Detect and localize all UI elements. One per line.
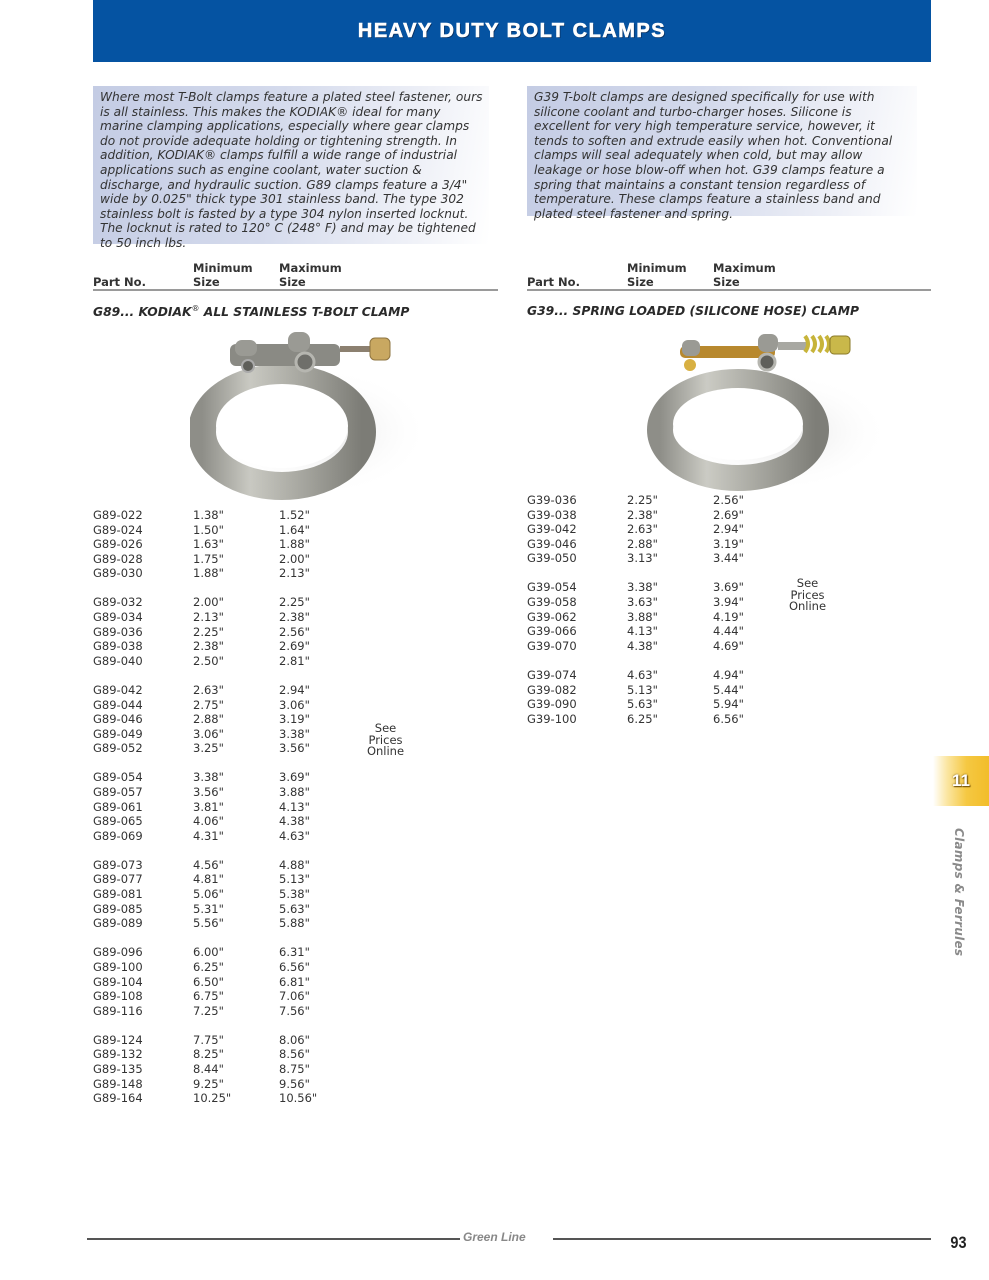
max-size: 3.69" xyxy=(713,580,744,595)
min-size: 5.13" xyxy=(627,682,658,697)
min-size: 10.25" xyxy=(193,1091,232,1106)
min-size: 3.38" xyxy=(193,770,224,785)
table-group xyxy=(93,858,353,931)
part-number: G39-046 xyxy=(527,536,577,551)
max-size: 2.56" xyxy=(279,624,310,639)
table-row xyxy=(93,770,353,785)
min-size: 2.00" xyxy=(193,595,224,610)
min-size: 4.56" xyxy=(193,857,224,872)
max-size: 4.94" xyxy=(713,667,744,682)
max-size: 3.19" xyxy=(279,712,310,727)
table-row xyxy=(93,814,353,829)
part-number: G89-032 xyxy=(93,595,143,610)
part-number: G89-108 xyxy=(93,989,143,1004)
g89-parts-table xyxy=(93,508,353,1120)
part-number: G89-148 xyxy=(93,1076,143,1091)
part-number: G39-070 xyxy=(527,638,577,653)
part-number: G89-040 xyxy=(93,653,143,668)
table-row xyxy=(93,741,353,756)
part-number: G89-100 xyxy=(93,959,143,974)
max-size: 2.69" xyxy=(279,639,310,654)
part-number: G89-052 xyxy=(93,741,143,756)
part-number: G39-058 xyxy=(527,595,577,610)
max-size: 2.94" xyxy=(713,522,744,537)
table-row xyxy=(93,1047,353,1062)
min-size: 3.88" xyxy=(627,609,658,624)
table-row xyxy=(93,800,353,815)
max-size: 2.94" xyxy=(279,682,310,697)
part-number: G89-124 xyxy=(93,1032,143,1047)
table-row xyxy=(93,683,353,698)
max-size: 3.38" xyxy=(279,726,310,741)
table-group xyxy=(93,683,353,756)
table-row xyxy=(93,552,353,567)
part-number: G89-038 xyxy=(93,639,143,654)
part-number: G89-116 xyxy=(93,1003,143,1018)
min-size: 3.38" xyxy=(627,580,658,595)
part-number: G89-049 xyxy=(93,726,143,741)
part-number: G39-090 xyxy=(527,697,577,712)
table-row xyxy=(527,551,787,566)
part-number: G39-074 xyxy=(527,667,577,682)
table-row xyxy=(527,639,787,654)
table-row xyxy=(527,595,787,610)
stainless-t-bolt-clamp-image xyxy=(190,322,430,500)
min-size: 1.88" xyxy=(193,566,224,581)
table-row xyxy=(93,727,353,742)
max-size: 5.13" xyxy=(279,872,310,887)
min-size: 9.25" xyxy=(193,1076,224,1091)
g39-parts-table xyxy=(527,493,787,741)
max-size: 1.52" xyxy=(279,508,310,522)
min-size: 2.13" xyxy=(193,610,224,625)
table-group xyxy=(527,493,787,566)
table-row xyxy=(527,697,787,712)
table-row xyxy=(93,829,353,844)
table-row xyxy=(93,872,353,887)
max-size: 3.94" xyxy=(713,595,744,610)
max-size: 6.31" xyxy=(279,945,310,960)
max-size: 6.56" xyxy=(279,959,310,974)
table-row xyxy=(93,785,353,800)
table-row xyxy=(93,960,353,975)
max-size-header: Maximum Size xyxy=(713,261,776,289)
min-size: 3.13" xyxy=(627,551,658,566)
part-number: G89-077 xyxy=(93,872,143,887)
table-group xyxy=(93,595,353,668)
max-size: 5.44" xyxy=(713,682,744,697)
table-group xyxy=(93,508,353,581)
part-number: G89-036 xyxy=(93,624,143,639)
part-number: G89-096 xyxy=(93,945,143,960)
min-size: 4.63" xyxy=(627,667,658,682)
table-row xyxy=(93,887,353,902)
part-number: G89-028 xyxy=(93,551,143,566)
footer-rule-right xyxy=(553,1238,931,1240)
max-size: 2.00" xyxy=(279,551,310,566)
g39-column-headers xyxy=(527,259,931,291)
table-row xyxy=(527,580,787,595)
g89-section-title: G89... KODIAK® ALL STAINLESS T-BOLT CLAMP xyxy=(93,304,410,320)
min-size: 7.25" xyxy=(193,1003,224,1018)
table-row xyxy=(93,654,353,669)
table-row xyxy=(93,1033,353,1048)
max-size: 5.63" xyxy=(279,901,310,916)
page-number: 93 xyxy=(950,1233,967,1252)
table-row xyxy=(527,522,787,537)
min-size: 4.13" xyxy=(627,624,658,639)
part-no-header: Part No. xyxy=(527,275,580,289)
part-number: G89-085 xyxy=(93,901,143,916)
chapter-tab xyxy=(933,756,989,806)
part-number: G89-042 xyxy=(93,682,143,697)
table-group xyxy=(93,770,353,843)
max-size: 4.19" xyxy=(713,609,744,624)
table-row xyxy=(93,1062,353,1077)
max-size: 5.94" xyxy=(713,697,744,712)
part-number: G39-036 xyxy=(527,493,577,507)
min-size: 2.38" xyxy=(627,507,658,522)
min-size: 4.31" xyxy=(193,828,224,843)
g39-section-title: G39... SPRING LOADED (SILICONE HOSE) CLAMP xyxy=(527,304,859,318)
part-number: G89-046 xyxy=(93,712,143,727)
max-size: 2.69" xyxy=(713,507,744,522)
max-size: 5.88" xyxy=(279,916,310,931)
table-row xyxy=(93,989,353,1004)
max-size: 4.69" xyxy=(713,638,744,653)
table-row xyxy=(527,624,787,639)
min-size: 3.81" xyxy=(193,799,224,814)
table-row xyxy=(527,537,787,552)
table-row xyxy=(93,916,353,931)
part-number: G89-024 xyxy=(93,522,143,537)
max-size: 6.56" xyxy=(713,711,744,726)
g89-see-prices-online: See Prices Online xyxy=(366,721,405,758)
table-row xyxy=(527,683,787,698)
min-size: 2.50" xyxy=(193,653,224,668)
max-size: 10.56" xyxy=(279,1091,318,1106)
part-number: G89-026 xyxy=(93,537,143,552)
max-size: 3.56" xyxy=(279,741,310,756)
min-size: 3.06" xyxy=(193,726,224,741)
spring-loaded-clamp-image xyxy=(640,322,890,500)
part-number: G89-069 xyxy=(93,828,143,843)
max-size: 9.56" xyxy=(279,1076,310,1091)
min-size-header: Minimum Size xyxy=(193,261,253,289)
part-number: G89-022 xyxy=(93,508,143,522)
max-size: 7.56" xyxy=(279,1003,310,1018)
part-number: G89-132 xyxy=(93,1047,143,1062)
min-size: 6.25" xyxy=(627,711,658,726)
table-row xyxy=(93,595,353,610)
g89-column-headers xyxy=(93,259,498,291)
max-size: 4.88" xyxy=(279,857,310,872)
part-number: G39-066 xyxy=(527,624,577,639)
part-number: G89-065 xyxy=(93,814,143,829)
table-group xyxy=(527,668,787,726)
part-number: G89-057 xyxy=(93,785,143,799)
max-size: 4.38" xyxy=(279,814,310,829)
table-row xyxy=(93,858,353,873)
max-size: 8.75" xyxy=(279,1062,310,1076)
max-size: 4.13" xyxy=(279,799,310,814)
table-row xyxy=(93,712,353,727)
part-number: G39-042 xyxy=(527,522,577,537)
part-number: G89-034 xyxy=(93,610,143,625)
max-size: 2.81" xyxy=(279,653,310,668)
min-size: 2.25" xyxy=(627,493,658,507)
table-row xyxy=(93,1077,353,1092)
min-size: 4.81" xyxy=(193,872,224,887)
min-size: 6.00" xyxy=(193,945,224,960)
part-number: G89-054 xyxy=(93,770,143,785)
part-number: G89-089 xyxy=(93,916,143,931)
min-size: 6.75" xyxy=(193,989,224,1004)
max-size: 3.19" xyxy=(713,536,744,551)
min-size-header: Minimum Size xyxy=(627,261,687,289)
min-size: 2.63" xyxy=(627,522,658,537)
min-size: 8.25" xyxy=(193,1047,224,1062)
footer-brand: Green Line xyxy=(463,1230,526,1244)
part-no-header: Part No. xyxy=(93,275,146,289)
table-group xyxy=(527,580,787,653)
min-size: 4.06" xyxy=(193,814,224,829)
min-size: 5.06" xyxy=(193,887,224,902)
table-row xyxy=(527,508,787,523)
min-size: 3.63" xyxy=(627,595,658,610)
part-number: G89-135 xyxy=(93,1062,143,1076)
table-row xyxy=(93,625,353,640)
max-size: 2.25" xyxy=(279,595,310,610)
max-size: 4.63" xyxy=(279,828,310,843)
max-size: 3.88" xyxy=(279,785,310,799)
table-row xyxy=(93,523,353,538)
max-size: 2.13" xyxy=(279,566,310,581)
max-size: 5.38" xyxy=(279,887,310,902)
table-row xyxy=(527,610,787,625)
table-row xyxy=(93,902,353,917)
table-row xyxy=(93,610,353,625)
max-size: 7.06" xyxy=(279,989,310,1004)
min-size: 6.50" xyxy=(193,974,224,989)
max-size: 3.69" xyxy=(279,770,310,785)
part-number: G89-044 xyxy=(93,697,143,712)
table-row xyxy=(527,493,787,508)
max-size: 4.44" xyxy=(713,624,744,639)
table-row xyxy=(93,698,353,713)
max-size: 2.38" xyxy=(279,610,310,625)
max-size: 1.88" xyxy=(279,537,310,552)
min-size: 4.38" xyxy=(627,638,658,653)
min-size: 2.63" xyxy=(193,682,224,697)
table-group xyxy=(93,1033,353,1106)
max-size: 2.56" xyxy=(713,493,744,507)
max-size-header: Maximum Size xyxy=(279,261,342,289)
min-size: 2.75" xyxy=(193,697,224,712)
min-size: 5.63" xyxy=(627,697,658,712)
part-number: G39-038 xyxy=(527,507,577,522)
part-number: G39-100 xyxy=(527,711,577,726)
part-number: G39-062 xyxy=(527,609,577,624)
page-title: HEAVY DUTY BOLT CLAMPS xyxy=(357,19,667,42)
part-number: G39-050 xyxy=(527,551,577,566)
min-size: 1.38" xyxy=(193,508,224,522)
table-row xyxy=(527,712,787,727)
part-number: G89-104 xyxy=(93,974,143,989)
part-number: G89-030 xyxy=(93,566,143,581)
part-number: G39-054 xyxy=(527,580,577,595)
min-size: 1.63" xyxy=(193,537,224,552)
g39-see-prices-online: See Prices Online xyxy=(788,576,827,613)
min-size: 3.25" xyxy=(193,741,224,756)
part-number: G89-081 xyxy=(93,887,143,902)
min-size: 2.25" xyxy=(193,624,224,639)
chapter-number: 11 xyxy=(952,771,970,790)
part-number: G39-082 xyxy=(527,682,577,697)
part-number: G89-164 xyxy=(93,1091,143,1106)
table-group xyxy=(93,945,353,1018)
min-size: 3.56" xyxy=(193,785,224,799)
table-row xyxy=(93,1091,353,1106)
footer-rule-left xyxy=(87,1238,460,1240)
page-title-bar xyxy=(93,0,931,62)
table-row xyxy=(93,1004,353,1019)
max-size: 6.81" xyxy=(279,974,310,989)
min-size: 2.88" xyxy=(193,712,224,727)
max-size: 3.06" xyxy=(279,697,310,712)
min-size: 2.38" xyxy=(193,639,224,654)
max-size: 8.56" xyxy=(279,1047,310,1062)
min-size: 1.75" xyxy=(193,551,224,566)
min-size: 1.50" xyxy=(193,522,224,537)
max-size: 1.64" xyxy=(279,522,310,537)
table-row xyxy=(93,537,353,552)
min-size: 8.44" xyxy=(193,1062,224,1076)
g89-description: Where most T-Bolt clamps feature a plated steel fastener, ours is all stainless. This makes the KODIAK® ideal for many marine clamping applications, especially where gear clamps do not provide adequate holding or tightening strength. In addition, KODIAK® clamps fulfill a wide range of industrial applications such as engine coolant, water suction & discharge, and hydraulic suction. G89 clamps feature a 3/4" wide by 0.025" thick type 301 stainless band. The type 302 stainless bolt is fasted by a type 304 nylon inserted locknut. The locknut is rated to 120° C (248° F) and may be tightened to 50 inch lbs. xyxy=(93,86,489,244)
table-row xyxy=(93,975,353,990)
min-size: 5.31" xyxy=(193,901,224,916)
chapter-label: Clamps & Ferrules xyxy=(952,828,966,957)
max-size: 8.06" xyxy=(279,1032,310,1047)
min-size: 7.75" xyxy=(193,1032,224,1047)
part-number: G89-073 xyxy=(93,857,143,872)
table-row xyxy=(93,639,353,654)
table-row xyxy=(93,945,353,960)
min-size: 6.25" xyxy=(193,959,224,974)
max-size: 3.44" xyxy=(713,551,744,566)
table-row xyxy=(93,566,353,581)
g39-description: G39 T-bolt clamps are designed specifically for use with silicone coolant and turbo-charger hoses. Silicone is excellent for very high temperature service, however, it tends to soften and extrude easily when hot. Conventional clamps will seal adequately when cold, but may allow leakage or hose blow-off when hot. G39 clamps feature a spring that maintains a constant tension regardless of temperature. These clamps feature a stainless band and plated steel fastener and spring. xyxy=(527,86,917,216)
table-row xyxy=(527,668,787,683)
part-number: G89-061 xyxy=(93,799,143,814)
min-size: 2.88" xyxy=(627,536,658,551)
table-row xyxy=(93,508,353,523)
min-size: 5.56" xyxy=(193,916,224,931)
